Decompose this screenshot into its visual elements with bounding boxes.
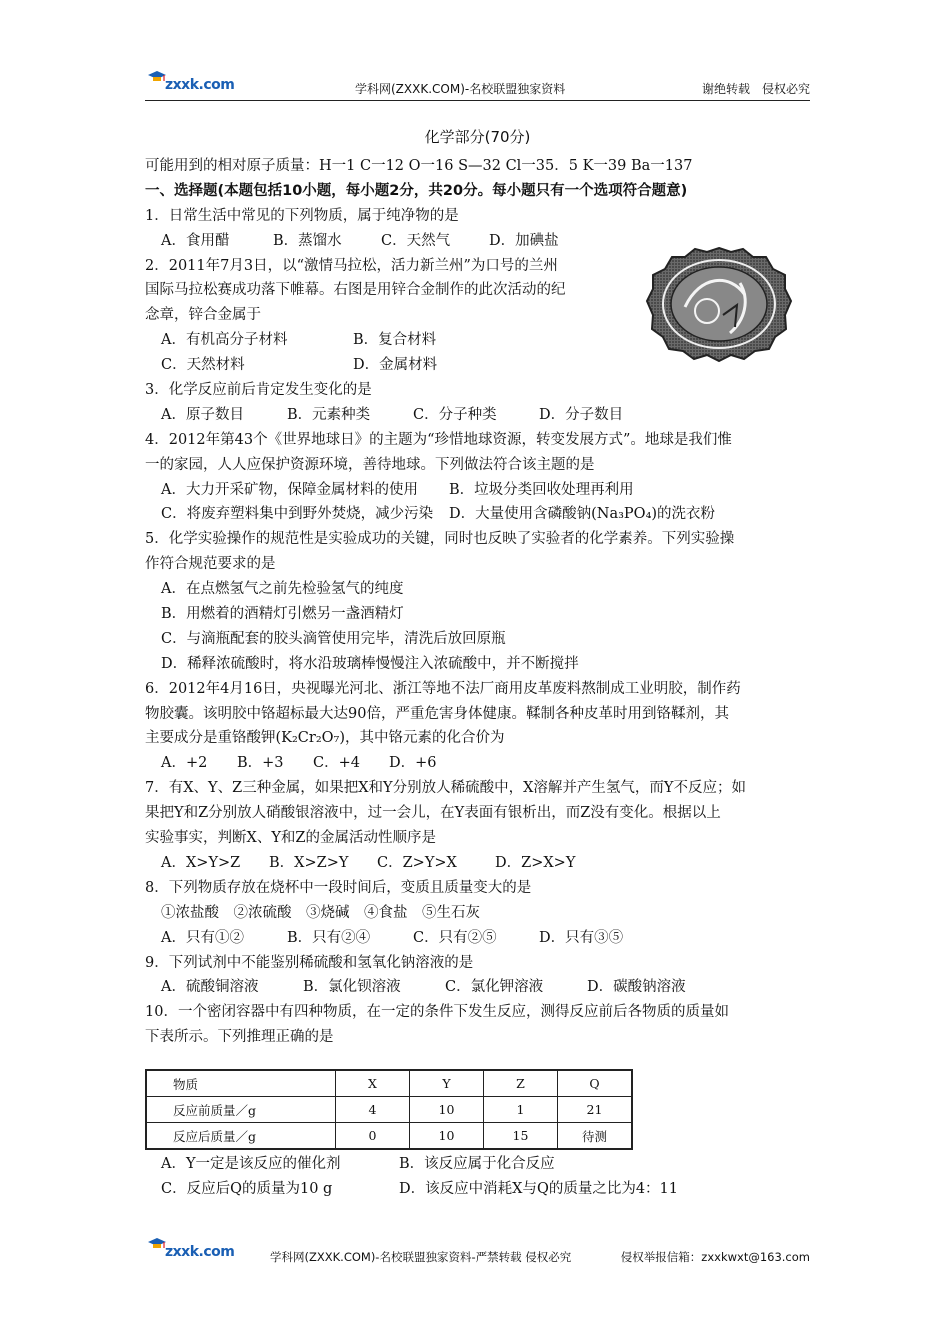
option-d: D．碳酸钠溶液 xyxy=(587,979,686,996)
option-a: A．原子数目 xyxy=(161,406,244,423)
options-row xyxy=(145,353,810,378)
header-center-text: 学科网(ZXXK.COM)-名校联盟独家资料 xyxy=(355,82,566,96)
option-d: D．加碘盐 xyxy=(489,232,559,249)
option-d: D．+6 xyxy=(389,755,437,772)
graduation-cap-icon xyxy=(147,70,167,84)
table-header-cell: Y xyxy=(410,1070,484,1097)
table-row xyxy=(146,1123,632,1150)
option-a: A．Y一定是该反应的催化剂 xyxy=(161,1156,341,1172)
options-row xyxy=(145,751,810,776)
section-heading: 一、选择题(本题包括10小题，每小题2分，共20分。每小题只有一个选项符合题意) xyxy=(145,182,688,199)
question-stem: 7．有X、Y、Z三种金属，如果把X和Y分别放人稀硫酸中，X溶解并产生氢气，而Y不反应；如 xyxy=(145,780,746,797)
question-9 xyxy=(145,951,810,1001)
table-cell: 反应前质量／g xyxy=(146,1097,336,1123)
table-header-cell: 物质 xyxy=(146,1070,336,1097)
header-right-text: 谢绝转载 侵权必究 xyxy=(701,82,810,96)
option-a: A．大力开采矿物，保障金属材料的使用 xyxy=(161,481,418,498)
option-a: A．在点燃氢气之前先检验氢气的纯度 xyxy=(161,581,404,598)
options-row xyxy=(145,328,810,353)
option-d: D．该反应中消耗X与Q的质量之比为4：11 xyxy=(399,1180,679,1197)
question-2 xyxy=(145,254,810,378)
option-c: C．氯化钾溶液 xyxy=(445,979,544,996)
table-cell: 15 xyxy=(484,1123,558,1150)
question-stem: 一的家园，人人应保护资源环境，善待地球。下列做法符合该主题的是 xyxy=(145,456,595,473)
question-5 xyxy=(145,527,810,676)
page-header xyxy=(145,68,810,101)
question-6 xyxy=(145,677,810,777)
option-c: C．+4 xyxy=(313,755,360,772)
question-stem: 2．2011年7月3日，以“激情马拉松，活力新兰州”为口号的兰州 xyxy=(145,257,558,274)
option-c: C．将废弃塑料集中到野外焚烧，减少污染 xyxy=(161,506,434,523)
question-stem: 实验事实，判断X、Y和Z的金属活动性顺序是 xyxy=(145,830,436,847)
option-b: B．只有②④ xyxy=(287,929,371,946)
table-header-cell: Q xyxy=(558,1070,633,1097)
table-header-cell: X xyxy=(336,1070,410,1097)
question-10-options xyxy=(145,1152,810,1202)
question-stem: 1．日常生活中常见的下列物质，属于纯净物的是 xyxy=(145,207,459,224)
options-row xyxy=(145,229,810,254)
question-stem: 主要成分是重铬酸钾(K₂Cr₂O₇)，其中铬元素的化合价为 xyxy=(145,730,505,747)
option-c: C．分子种类 xyxy=(413,406,497,423)
question-stem: 10．一个密闭容器中有四种物质，在一定的条件下发生反应，测得反应前后各物质的质量如 xyxy=(145,1004,729,1021)
table-cell: 1 xyxy=(484,1097,558,1123)
table-cell: 21 xyxy=(558,1097,633,1123)
option-b: B．复合材料 xyxy=(353,332,437,349)
question-stem: 6．2012年4月16日，央视曝光河北、浙江等地不法厂商用皮革废料熬制成工业明胶，制作药 xyxy=(145,680,741,697)
option-b: B．垃圾分类回收处理再利用 xyxy=(449,481,634,498)
footer-logo xyxy=(145,1237,237,1263)
question-stem: 5．化学实验操作的规范性是实验成功的关键，同时也反映了实验者的化学素养。下列实验操 xyxy=(145,531,735,548)
question-stem: 国际马拉松赛成功落下帷幕。右图是用锌合金制作的此次活动的纪 xyxy=(145,282,566,299)
option-b: B．蒸馏水 xyxy=(273,232,342,249)
question-stem: 作符合规范要求的是 xyxy=(145,556,276,573)
option-b: B．X>Z>Y xyxy=(269,854,349,871)
table-header-row xyxy=(146,1070,632,1097)
table-cell: 10 xyxy=(410,1123,484,1150)
table-cell: 10 xyxy=(410,1097,484,1123)
option-d: D．Z>X>Y xyxy=(495,854,576,871)
question-stem: 物胶囊。该明胶中铬超标最大达90倍，严重危害身体健康。鞣制各种皮革时用到铬鞣剂，其 xyxy=(145,705,729,722)
substance-list: ①浓盐酸 ②浓硫酸 ③烧碱 ④食盐 ⑤生石灰 xyxy=(161,904,480,921)
site-logo xyxy=(145,70,237,96)
option-c: C．反应后Q的质量为10 g xyxy=(161,1180,333,1197)
table-cell: 4 xyxy=(336,1097,410,1123)
question-stem: 下表所示。下列推理正确的是 xyxy=(145,1029,334,1046)
table-row xyxy=(146,1097,632,1123)
atomic-masses: 可能用到的相对原子质量：H一1 C一12 O一16 S—32 Cl一35．5 K一39 Ba一137 xyxy=(145,158,693,174)
question-4 xyxy=(145,428,810,528)
logo-text: zxxk.com xyxy=(165,1244,235,1260)
question-1 xyxy=(145,204,810,254)
question-stem: 念章，锌合金属于 xyxy=(145,307,261,324)
table-cell: 待测 xyxy=(558,1123,633,1150)
question-8 xyxy=(145,876,810,951)
table-cell: 反应后质量／g xyxy=(146,1123,336,1150)
question-stem: 4．2012年第43个《世界地球日》的主题为“珍惜地球资源，转变发展方式”。地球是我们惟 xyxy=(145,431,732,448)
option-c: C．天然气 xyxy=(381,232,451,249)
table-header-cell: Z xyxy=(484,1070,558,1097)
option-b: B．+3 xyxy=(237,755,284,772)
option-c: C．与滴瓶配套的胶头滴管使用完毕，清洗后放回原瓶 xyxy=(161,630,506,647)
question-stem: 3．化学反应前后肯定发生变化的是 xyxy=(145,382,372,399)
options-row xyxy=(145,851,810,876)
page-title: 化学部分(70分) xyxy=(424,128,531,146)
option-d: D．稀释浓硫酸时，将水沿玻璃棒慢慢注入浓硫酸中，并不断搅拌 xyxy=(161,655,579,672)
footer-right-text: 侵权举报信箱：zxxkwxt@163.com xyxy=(620,1250,810,1264)
options-row xyxy=(145,403,810,428)
logo-text: zxxk.com xyxy=(165,77,235,93)
option-b: B．氯化钡溶液 xyxy=(303,979,401,996)
option-d: D．只有③⑤ xyxy=(539,929,624,946)
option-a: A．有机高分子材料 xyxy=(161,332,288,349)
option-d: D．分子数目 xyxy=(539,406,624,423)
option-d: D．金属材料 xyxy=(353,357,438,374)
question-10 xyxy=(145,1000,810,1050)
table-cell: 0 xyxy=(336,1123,410,1150)
options-row xyxy=(145,478,810,503)
option-a: A．+2 xyxy=(161,755,208,772)
option-c: C．天然材料 xyxy=(161,357,245,374)
question-stem: 9．下列试剂中不能鉴别稀硫酸和氢氧化钠溶液的是 xyxy=(145,954,474,971)
page-footer xyxy=(145,1235,810,1265)
options-row xyxy=(145,1177,810,1202)
question-stem: 果把Y和Z分别放人硝酸银溶液中，过一会儿，在Y表面有银析出，而Z没有变化。根据以上 xyxy=(145,805,721,822)
mass-table xyxy=(145,1069,633,1150)
option-b: B．该反应属于化合反应 xyxy=(399,1156,555,1172)
options-row xyxy=(145,975,810,1000)
question-stem: 8．下列物质存放在烧杯中一段时间后，变质且质量变大的是 xyxy=(145,879,532,896)
option-b: B．用燃着的酒精灯引燃另一盏酒精灯 xyxy=(161,606,404,623)
option-d: D．大量使用含磷酸钠(Na₃PO₄)的洗衣粉 xyxy=(449,506,716,523)
option-c: C．Z>Y>X xyxy=(377,854,457,871)
option-a: A．硫酸铜溶液 xyxy=(161,979,259,996)
options-row xyxy=(145,1152,810,1177)
mass-table-wrapper xyxy=(145,1069,633,1150)
question-3 xyxy=(145,378,810,428)
footer-center-text: 学科网(ZXXK.COM)-名校联盟独家资料-严禁转载 侵权必究 xyxy=(270,1250,572,1264)
option-a: A．X>Y>Z xyxy=(161,854,241,871)
option-b: B．元素种类 xyxy=(287,406,371,423)
options-row xyxy=(145,926,810,951)
exam-content xyxy=(145,120,810,1050)
option-c: C．只有②⑤ xyxy=(413,929,497,946)
option-a: A．食用醋 xyxy=(161,232,230,249)
option-a: A．只有①② xyxy=(161,929,244,946)
options-row xyxy=(145,502,810,527)
graduation-cap-icon xyxy=(147,1237,167,1251)
question-7 xyxy=(145,776,810,876)
